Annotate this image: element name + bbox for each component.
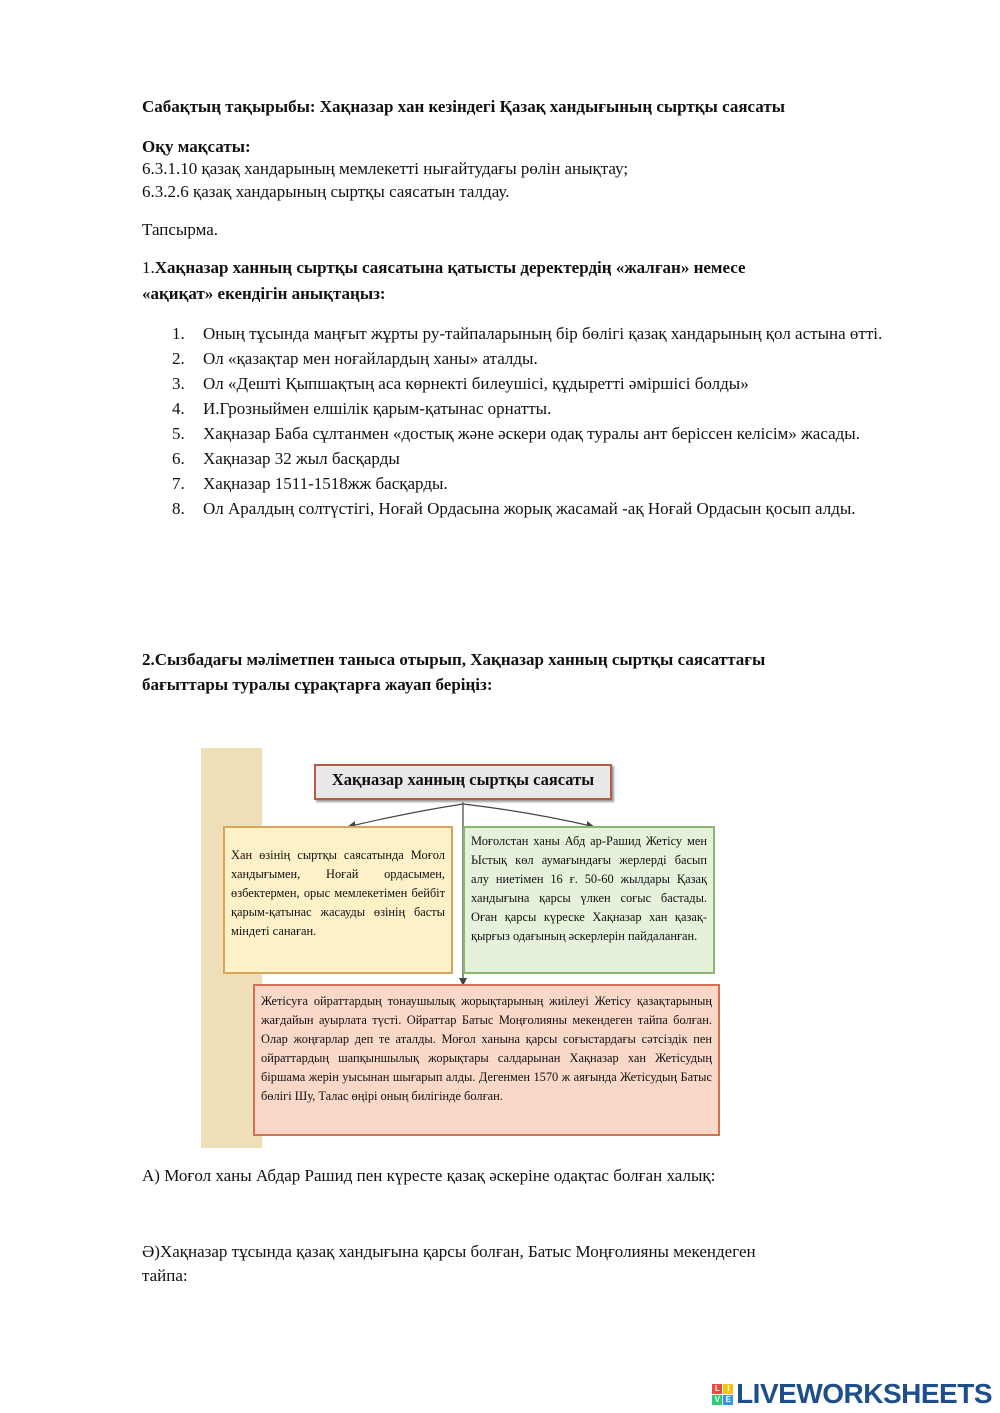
item-number: 7. xyxy=(172,474,185,493)
item-number: 3. xyxy=(172,374,185,393)
list-item xyxy=(142,396,932,421)
liveworksheets-logo xyxy=(712,1378,992,1410)
item-text: Оның тұсында маңғыт жұрты ру-тайпаларының бір бөлігі қазақ хандарының қол астына өтті. xyxy=(203,324,883,343)
list-item xyxy=(142,421,932,446)
objective-item: 6.3.2.6 қазақ хандарының сыртқы саясатын талдау. xyxy=(142,182,510,201)
list-item xyxy=(142,446,932,471)
task2-heading-line: 2.Сызбадағы мәліметпен таныса отырып, Хақназар ханның сыртқы саясаттағы xyxy=(142,650,766,669)
item-text: И.Грозныймен елшілік қарым-қатынас орнатты. xyxy=(203,399,552,418)
question-a: А) Моғол ханы Абдар Рашид пен күресте қазақ әскеріне одақтас болған халық: xyxy=(142,1166,716,1185)
item-number: 8. xyxy=(172,499,185,518)
task1-heading xyxy=(142,258,746,278)
diagram-title: Хақназар ханның сыртқы саясаты xyxy=(314,764,612,800)
question-b-line: Ә)Хақназар тұсында қазақ хандығына қарсы болған, Батыс Моңғолияны мекендеген xyxy=(142,1242,756,1261)
item-number: 5. xyxy=(172,424,185,443)
logo-wordmark: LIVEWORKSHEETS xyxy=(736,1378,992,1409)
list-item xyxy=(142,321,932,346)
item-number: 1. xyxy=(172,324,185,343)
item-text: Ол Аралдың солтүстігі, Ноғай Ордасына жорық жасамай -ақ Ноғай Ордасын қосып алды. xyxy=(203,499,856,518)
item-number: 6. xyxy=(172,449,185,468)
statement-list xyxy=(142,321,932,521)
task1-heading-line: «ақиқат» екендігін анықтаңыз: xyxy=(142,284,386,303)
peaceful-relations-box: Хан өзінің сыртқы саясатында Моғол хандығымен, Ноғай ордасымен, өзбектермен, орыс мемлекетімен бейбіт қарым-қатынас жасауды өзінің басты міндеті санаған. xyxy=(223,826,453,974)
item-text: Хақназар Баба сұлтанмен «достық және әскери одақ туралы ант берісcен келісім» жасады. xyxy=(203,424,860,443)
list-item xyxy=(142,371,932,396)
task1-number: 1. xyxy=(142,258,155,277)
item-text: Ол «Дешті Қыпшақтың аса көрнекті билеушісі, құдыретті әміршісі болды» xyxy=(203,374,749,393)
list-item xyxy=(142,471,932,496)
lesson-heading: Сабақтың тақырыбы: Хақназар хан кезіндегі Қазақ хандығының сыртқы саясаты xyxy=(142,97,785,116)
item-number: 4. xyxy=(172,399,185,418)
foreign-policy-diagram xyxy=(201,748,728,1148)
task-label: Тапсырма. xyxy=(142,220,219,239)
list-item xyxy=(142,346,932,371)
item-text: Хақназар 32 жыл басқарды xyxy=(203,449,400,468)
item-text: Ол «қазақтар мен ноғайлардың ханы» аталды. xyxy=(203,349,538,368)
objective-item: 6.3.1.10 қазақ хандарының мемлекетті нығайтудағы рөлін анықтау; xyxy=(142,159,629,178)
task2-heading-line: бағыттары туралы сұрақтарға жауап беріңіз: xyxy=(142,675,493,694)
moghulistan-war-box: Моғолстан ханы Абд ар-Рашид Жетісу мен Ыстық көл аумағындағы жерлерді басып алу ниетімен 16 ғ. 50-60 жылдары Қазақ хандығына қарсы үлкен соғыс бастады. Оған қарсы күреске Хақназар хан қазақ-қырғыз одағының әскерлерін пайдаланған. xyxy=(463,826,715,974)
list-item xyxy=(142,496,932,521)
objectives-title: Оқу мақсаты: xyxy=(142,137,251,156)
question-b-line: тайпа: xyxy=(142,1266,188,1285)
logo-mark-icon: L I V E xyxy=(712,1384,733,1405)
item-number: 2. xyxy=(172,349,185,368)
task1-heading-line: Хақназар ханның сыртқы саясатына қатысты деректердің «жалған» немесе xyxy=(154,258,746,277)
oirat-raids-box: Жетісуға ойраттардың тонаушылық жорықтарының жиілеуі Жетісу қазақтарының жағдайын ауырлата түсті. Ойраттар Батыс Моңғолияны мекендеген тайпа болған. Олар жоңғарлар деп те аталды. Моғол ханына қарсы соғыстардағы сәтсіздік пен ойраттардың шапқыншылық жорықтары салдарынан Хақназар хан Жетісудың біршама жерін уысынан шығарып алды. Дегенмен 1570 ж аяғында Жетісудың Батыс бөлігі Шу, Талас өңірі оның билігінде болған. xyxy=(253,984,720,1136)
item-text: Хақназар 1511-1518жж басқарды. xyxy=(203,474,448,493)
